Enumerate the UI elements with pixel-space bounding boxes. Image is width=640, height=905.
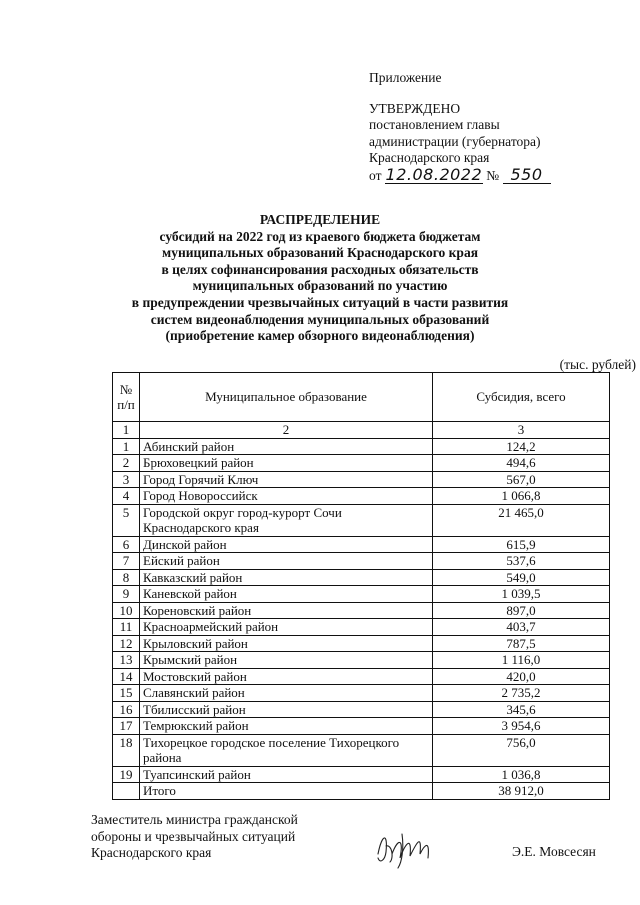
table-row: [113, 734, 610, 766]
title-line: в предупреждении чрезвычайных ситуаций в части развития: [131, 294, 509, 310]
row-subsidy: 787,5: [433, 635, 610, 652]
row-number: 12: [113, 635, 140, 652]
row-municipality: Тихорецкое городское поселение Тихорецкого района: [140, 734, 433, 766]
row-number: 7: [113, 553, 140, 570]
table-row: [113, 504, 610, 536]
row-municipality: Кавказский район: [140, 569, 433, 586]
row-number: 6: [113, 536, 140, 553]
title-heading: РАСПРЕДЕЛЕНИЕ: [259, 212, 381, 227]
row-subsidy: 403,7: [433, 619, 610, 636]
approved-line-1: постановлением главы: [369, 117, 500, 132]
row-municipality: Мостовский район: [140, 668, 433, 685]
approved-line-2: администрации (губернатора): [369, 133, 541, 149]
footer-block: [91, 812, 298, 862]
table-row: [113, 586, 610, 603]
row-municipality: Каневской район: [140, 586, 433, 603]
table-row: [113, 471, 610, 488]
row-municipality: Город Горячий Ключ: [140, 471, 433, 488]
row-number: 5: [113, 504, 140, 536]
row-municipality: Темрюкский район: [140, 718, 433, 735]
row-number: 16: [113, 701, 140, 718]
row-municipality: Красноармейский район: [140, 619, 433, 636]
row-municipality: Городской округ город-курорт Сочи Краснодарского края: [140, 504, 433, 536]
title-line: субсидий на 2022 год из краевого бюджета бюджетам: [159, 228, 481, 244]
table-row: [113, 619, 610, 636]
table-row: [113, 701, 610, 718]
table-row: [113, 766, 610, 783]
table-row: [113, 553, 610, 570]
row-municipality: Кореновский район: [140, 602, 433, 619]
row-subsidy: 1 036,8: [433, 766, 610, 783]
row-number: 11: [113, 619, 140, 636]
row-subsidy: 3 954,6: [433, 718, 610, 735]
row-subsidy: 1 039,5: [433, 586, 610, 603]
table-header-row: [113, 373, 610, 422]
row-number: 13: [113, 652, 140, 669]
title-line: муниципальных образований Краснодарского края: [162, 245, 478, 261]
approved-label: УТВЕРЖДЕНО: [369, 100, 461, 116]
row-subsidy: 494,6: [433, 455, 610, 472]
approved-line-3: Краснодарского края: [369, 150, 490, 165]
subsidy-table: [112, 372, 610, 800]
row-subsidy: 567,0: [433, 471, 610, 488]
table-row: [113, 438, 610, 455]
row-subsidy: 21 465,0: [433, 504, 610, 536]
header-municipality: Муниципальное образование: [140, 373, 433, 422]
from-label: от: [369, 167, 382, 183]
table-row: [113, 488, 610, 505]
signer-title-1: Заместитель министра гражданской: [91, 812, 298, 827]
table-row: [113, 652, 610, 669]
table-row: [113, 602, 610, 619]
number-label: №: [486, 167, 500, 183]
unit-label: (тыс. рублей): [559, 357, 636, 372]
signer-title-2: обороны и чрезвычайных ситуаций: [91, 828, 296, 844]
total-row: [113, 783, 610, 800]
row-municipality: Крыловский район: [140, 635, 433, 652]
row-municipality: Брюховецкий район: [140, 455, 433, 472]
appendix-block: [369, 70, 551, 184]
header-number: № п/п: [113, 373, 140, 422]
row-number: 19: [113, 766, 140, 783]
row-municipality: Ейский район: [140, 553, 433, 570]
row-municipality: Крымский район: [140, 652, 433, 669]
colnum-2: 2: [140, 422, 433, 439]
row-number: 3: [113, 471, 140, 488]
row-number: 1: [113, 438, 140, 455]
row-subsidy: 420,0: [433, 668, 610, 685]
row-subsidy: 549,0: [433, 569, 610, 586]
column-number-row: [113, 422, 610, 439]
document-title: [0, 212, 640, 345]
row-subsidy: 1 066,8: [433, 488, 610, 505]
handwritten-number: 550: [503, 167, 551, 185]
total-label: Итого: [140, 783, 433, 800]
row-subsidy: 124,2: [433, 438, 610, 455]
colnum-3: 3: [433, 422, 610, 439]
signer-name: Э.Е. Мовсесян: [512, 844, 596, 859]
row-subsidy: 1 116,0: [433, 652, 610, 669]
row-number: 8: [113, 569, 140, 586]
appendix-label: Приложение: [369, 70, 442, 85]
table-row: [113, 685, 610, 702]
signature-icon: [372, 824, 440, 870]
row-number: 4: [113, 488, 140, 505]
row-municipality: Город Новороссийск: [140, 488, 433, 505]
row-number: 10: [113, 602, 140, 619]
colnum-1: 1: [113, 422, 140, 439]
table-row: [113, 569, 610, 586]
row-number: 18: [113, 734, 140, 766]
date-number-line: [369, 164, 551, 185]
row-municipality: Динской район: [140, 536, 433, 553]
table-row: [113, 635, 610, 652]
table-row: [113, 455, 610, 472]
row-subsidy: 345,6: [433, 701, 610, 718]
row-number: 9: [113, 586, 140, 603]
title-line: систем видеонаблюдения муниципальных образований: [150, 311, 490, 327]
handwritten-date: 12.08.2022: [385, 164, 483, 184]
table-row: [113, 668, 610, 685]
row-municipality: Славянский район: [140, 685, 433, 702]
title-line: (приобретение камер обзорного видеонаблюдения): [165, 328, 475, 344]
row-municipality: Тбилисский район: [140, 701, 433, 718]
total-empty-cell: [113, 783, 140, 800]
header-subsidy: Субсидия, всего: [433, 373, 610, 422]
title-line: в целях софинансирования расходных обязательств: [161, 261, 479, 277]
row-municipality: Туапсинский район: [140, 766, 433, 783]
row-subsidy: 615,9: [433, 536, 610, 553]
row-number: 14: [113, 668, 140, 685]
signer-title-3: Краснодарского края: [91, 845, 212, 860]
title-line: муниципальных образований по участию: [192, 278, 448, 294]
row-number: 17: [113, 718, 140, 735]
table-row: [113, 718, 610, 735]
row-subsidy: 756,0: [433, 734, 610, 766]
row-subsidy: 897,0: [433, 602, 610, 619]
row-number: 15: [113, 685, 140, 702]
row-subsidy: 2 735,2: [433, 685, 610, 702]
row-subsidy: 537,6: [433, 553, 610, 570]
row-number: 2: [113, 455, 140, 472]
row-municipality: Абинский район: [140, 438, 433, 455]
table-row: [113, 536, 610, 553]
total-value: 38 912,0: [433, 783, 610, 800]
